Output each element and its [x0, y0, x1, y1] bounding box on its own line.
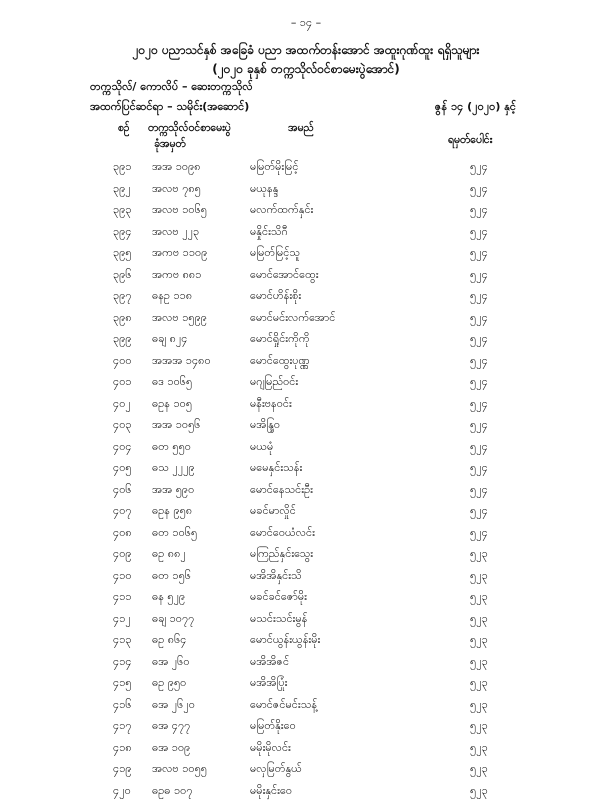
table-row — [0, 481, 612, 503]
table-row — [0, 395, 612, 417]
total-marks: ၅၂၄ — [470, 225, 488, 241]
table-row — [0, 502, 612, 524]
student-name: မမြတ်မြင့်သူ — [250, 246, 300, 262]
student-name: မသင်းသင်းမွန် — [250, 612, 307, 628]
header-number: စဉ် — [118, 122, 130, 137]
registration-number: ဓသ ၂၂၂၉ — [152, 461, 195, 477]
document-title: ၂၀၂၀ ပညာသင်နှစ် အခြေခံ ပညာ အထက်တန်းအောင် အထူးဂုဏ်ထူး ရရှိသူများ — [0, 42, 612, 60]
exam-center-line: အထက်ပြင်ဆင်ရာ – သမိုင်း(အဆောင်) — [90, 100, 249, 116]
table-row — [0, 524, 612, 546]
total-marks: ၅၂၄ — [470, 483, 488, 499]
table-row — [0, 567, 612, 589]
total-marks: ၅၂၃ — [470, 676, 488, 692]
student-name: မောင်ရှိုင်းကိုကို — [250, 332, 310, 348]
total-marks: ၅၂၄ — [470, 182, 488, 198]
table-row — [0, 201, 612, 223]
region-line: တက္ကသိုလ်/ ကောလိပ် – ဆေးတက္ကသိုလ် — [90, 80, 253, 96]
registration-number: အအအ ၁၄၈၀ — [152, 354, 211, 370]
student-name: မအိအိဇင် — [250, 655, 289, 671]
total-marks: ၅၂၄ — [470, 418, 488, 434]
registration-number: အလဗ ၁၀၅၅ — [152, 762, 207, 778]
total-marks: ၅၂၃ — [470, 569, 488, 585]
table-row — [0, 610, 612, 632]
document-subtitle: (၂၀၂၀ ခုနှစ် တက္ကသိုလ်ဝင်စာမေးပွဲအောင်) — [0, 61, 612, 79]
registration-number: အအ ၁၀၅၆ — [152, 418, 200, 434]
student-name: မလှမြတ်နွယ် — [250, 762, 302, 778]
row-number: ၄၀၃ — [113, 418, 145, 434]
registration-number: အကဗ ၁၁၀၉ — [152, 246, 207, 262]
table-row — [0, 631, 612, 653]
registration-number: ဓဥ ၈၈၂ — [152, 547, 186, 563]
row-number: ၄၁၂ — [113, 612, 145, 628]
total-marks: ၅၂၃ — [470, 719, 488, 735]
student-name: မောင်ဇင်မင်းသန့် — [250, 698, 317, 714]
student-name: မောင်ယွန်းယွန်းမိုး — [250, 633, 320, 649]
table-row — [0, 717, 612, 739]
row-number: ၃၉၄ — [113, 225, 145, 241]
total-marks: ၅၂၃ — [470, 741, 488, 757]
total-marks: ၅၂၃ — [470, 655, 488, 671]
table-row — [0, 674, 612, 696]
registration-number: ဓအ ၁၀၉ — [152, 741, 190, 757]
row-number: ၄၁၄ — [113, 655, 145, 671]
total-marks: ၅၂၄ — [470, 461, 488, 477]
student-name: မမြတ်နိုးဝေ — [250, 719, 296, 735]
registration-number: ဓတ ၁၅၆ — [152, 569, 191, 585]
total-marks: ၅၂၃ — [470, 547, 488, 563]
total-marks: ၅၂၄ — [470, 354, 488, 370]
total-marks: ၅၂၄ — [470, 526, 488, 542]
registration-number: အအ ၅၉၀ — [152, 483, 194, 499]
student-name: မောင်အောင်ထွေး — [250, 268, 319, 284]
student-name: မလက်ထက်နှင်း — [250, 203, 313, 219]
registration-number: အလဗ ၇၈၅ — [152, 182, 201, 198]
header-registration-sub: ခုံအမှတ် — [154, 138, 186, 153]
table-row — [0, 244, 612, 266]
total-marks: ၅၂၃ — [470, 612, 488, 628]
student-name: မနီးဗနဝင်း — [250, 397, 292, 413]
table-row — [0, 760, 612, 782]
table-row — [0, 438, 612, 460]
total-marks: ၅၂၄ — [470, 289, 488, 305]
student-name: မမိုးမိုလင်း — [250, 741, 291, 757]
registration-number: အလဗ ၁၅၉၉ — [152, 311, 207, 327]
student-name: မအိအိနှင်းသိ — [250, 569, 302, 585]
results-list — [0, 158, 612, 803]
table-row — [0, 739, 612, 761]
header-marks: ရမှတ်ပေါင်း — [448, 134, 492, 149]
total-marks: ၅၂၄ — [470, 268, 488, 284]
student-name: မောင်ဟိန်းစိုး — [250, 289, 301, 305]
registration-number: ဓချ ၁၀၇၇ — [152, 612, 194, 628]
table-row — [0, 330, 612, 352]
student-name: မယမုံ — [250, 440, 273, 456]
registration-number: ဓန ၅၂၉ — [152, 590, 185, 606]
registration-number: အလဗ ၁၀၆၅ — [152, 203, 207, 219]
total-marks: ၅၂၄ — [470, 375, 488, 391]
table-row — [0, 158, 612, 180]
row-number: ၃၉၁ — [113, 160, 145, 176]
table-row — [0, 287, 612, 309]
registration-number: ဓအ ၂၆၂၀ — [152, 698, 195, 714]
row-number: ၃၉၈ — [113, 311, 145, 327]
row-number: ၄၂၀ — [113, 784, 145, 800]
table-row — [0, 352, 612, 374]
row-number: ၄၁၁ — [113, 590, 145, 606]
total-marks: ၅၂၃ — [470, 590, 488, 606]
table-row — [0, 416, 612, 438]
registration-number: ဓအ ၂၆၀ — [152, 655, 190, 671]
row-number: ၄၀၇ — [113, 504, 145, 520]
row-number: ၄၀၉ — [113, 547, 145, 563]
student-name: မမိုးနှင်းဝေ — [250, 784, 292, 800]
table-row — [0, 782, 612, 803]
total-marks: ၅၂၄ — [470, 332, 488, 348]
row-number: ၄၀၂ — [113, 397, 145, 413]
registration-number: ဓဥ ၉၅၀ — [152, 676, 186, 692]
registration-number: ဓဥန ၉၅၈ — [152, 504, 192, 520]
row-number: ၃၉၃ — [113, 203, 145, 219]
table-row — [0, 180, 612, 202]
table-row — [0, 459, 612, 481]
row-number: ၄၁၃ — [113, 633, 145, 649]
row-number: ၄၀၅ — [113, 461, 145, 477]
total-marks: ၅၂၄ — [470, 160, 488, 176]
row-number: ၄၀၁ — [113, 375, 145, 391]
row-number: ၄၁၈ — [113, 741, 145, 757]
header-name: အမည် — [288, 122, 314, 137]
table-row — [0, 223, 612, 245]
student-name: မယုနန္ဒ — [250, 182, 278, 198]
table-row — [0, 696, 612, 718]
row-number: ၃၉၅ — [113, 246, 145, 262]
student-name: မမြတ်မိုးမြင့် — [250, 160, 298, 176]
total-marks: ၅၂၃ — [470, 633, 488, 649]
row-number: ၄၁၀ — [113, 569, 145, 585]
row-number: ၄၁၆ — [113, 698, 145, 714]
row-number: ၄၀၈ — [113, 526, 145, 542]
student-name: မအိန္ဒြဝ — [250, 418, 280, 434]
total-marks: ၅၂၃ — [470, 784, 488, 800]
table-row — [0, 653, 612, 675]
row-number: ၃၉၆ — [113, 268, 145, 284]
row-number: ၄၀၆ — [113, 483, 145, 499]
table-row — [0, 588, 612, 610]
total-marks: ၅၂၃ — [470, 698, 488, 714]
table-row — [0, 266, 612, 288]
row-number: ၄၁၇ — [113, 719, 145, 735]
student-name: မကြည်နှင်းသွေး — [250, 547, 313, 563]
registration-number: ဓဒ ၁၀၆၅ — [152, 375, 192, 391]
registration-number: အလဗ ၂၂၃ — [152, 225, 199, 241]
page-number: – ၁၄ – — [0, 16, 612, 32]
table-row — [0, 309, 612, 331]
student-name: မမေနှင်းသန်း — [250, 461, 302, 477]
row-number: ၄၀၀ — [113, 354, 145, 370]
total-marks: ၅၂၄ — [470, 440, 488, 456]
registration-number: အအ ၁၀၉၈ — [152, 160, 201, 176]
student-name: မအိအိပြုံး — [250, 676, 287, 692]
student-name: မောင်မင်းလက်အောင် — [250, 311, 335, 327]
total-marks: ၅၂၄ — [470, 246, 488, 262]
total-marks: ၅၂၄ — [470, 397, 488, 413]
total-marks: ၅၂၃ — [470, 762, 488, 778]
exam-date: ဇွန် ၁၄ (၂၀၂၀) နှင့် — [435, 100, 516, 116]
registration-number: ဓချ ၈၂၄ — [152, 332, 188, 348]
header-registration: တက္ကသိုလ်ဝင်စာမေးပွဲ — [148, 122, 231, 137]
table-row — [0, 545, 612, 567]
registration-number: ဓတ ၅၅၀ — [152, 440, 191, 456]
registration-number: ဓနဥ ၁၁၈ — [152, 289, 192, 305]
student-name: မောင်နေသင်းဦး — [250, 483, 313, 499]
registration-number: ဓဥဓ ၁၀၇ — [152, 784, 193, 800]
student-name: မခင်ခင်ဇော်မိုး — [250, 590, 307, 606]
registration-number: ဓဥ ၈၆၄ — [152, 633, 186, 649]
student-name: မနှိုင်းသိဂီ — [250, 225, 288, 241]
total-marks: ၅၂၄ — [470, 504, 488, 520]
student-name: မဂျမြည်ဝင်း — [250, 375, 298, 391]
row-number: ၄၁၅ — [113, 676, 145, 692]
table-row — [0, 373, 612, 395]
registration-number: ဓအ ၄၇၇ — [152, 719, 190, 735]
row-number: ၄၁၉ — [113, 762, 145, 778]
student-name: မောင်ဝေယံလင်း — [250, 526, 315, 542]
row-number: ၃၉၂ — [113, 182, 145, 198]
registration-number: အကဗ ၈၈၁ — [152, 268, 201, 284]
registration-number: ဓဥန ၁၀၅ — [152, 397, 192, 413]
total-marks: ၅၂၄ — [470, 311, 488, 327]
row-number: ၃၉၉ — [113, 332, 145, 348]
student-name: မခင်မာလှိုင် — [250, 504, 296, 520]
row-number: ၃၉၇ — [113, 289, 145, 305]
registration-number: ဓတ ၁၀၆၅ — [152, 526, 197, 542]
student-name: မောင်ထွေးပုဏ္ဏ — [250, 354, 310, 370]
total-marks: ၅၂၄ — [470, 203, 488, 219]
row-number: ၄၀၄ — [113, 440, 145, 456]
